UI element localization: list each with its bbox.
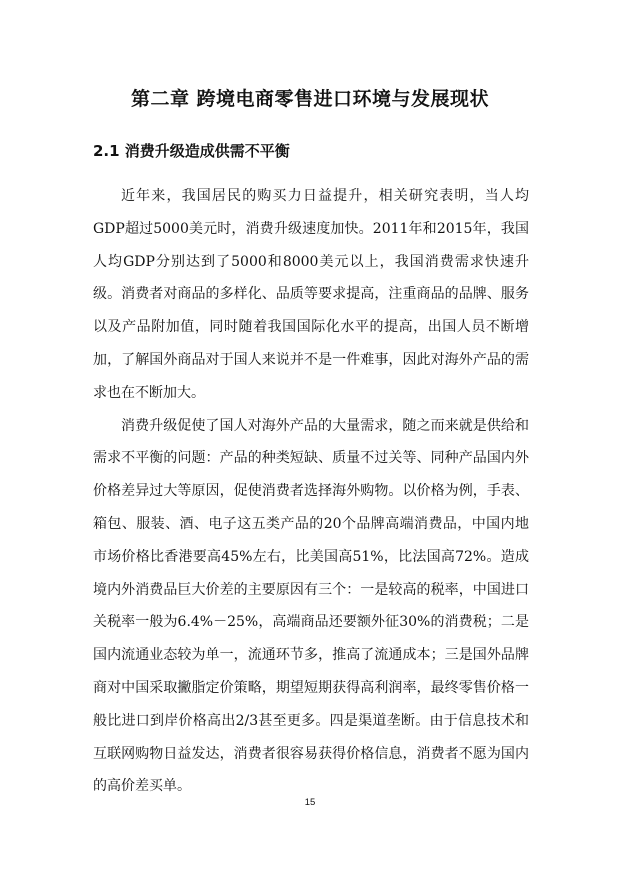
chapter-title: 第二章 跨境电商零售进口环境与发展现状 bbox=[130, 88, 490, 110]
paragraph: 近年来，我国居民的购买力日益提升，相关研究表明，当人均GDP超过5000美元时，消费升级速度加快。2011年和2015年，我国人均GDP分别达到了5000和8000美元以上，我国消费需求快速升级。消费者对商品的多样化、品质等要求提高，注重商品的品牌、服务以及产品附加值，同时随着我国国际化水平的提高，出国人员不断增加，了解国外商品对于国人来说并不是一件难事，因此对海外产品的需求也在不断加大。 bbox=[93, 188, 529, 401]
section-title: 2.1 消费升级造成供需不平衡 bbox=[93, 142, 290, 160]
body-text bbox=[93, 180, 529, 803]
paragraph: 消费升级促使了国人对海外产品的大量需求，随之而来就是供给和需求不平衡的问题：产品的种类短缺、质量不过关等、同种产品国内外价格差异过大等原因，促使消费者选择海外购物。以价格为例，手表、箱包、服装、酒、电子这五类产品的20个品牌高端消费品，中国内地市场价格比香港要高45%左右，比美国高51%，比法国高72%。造成境内外消费品巨大价差的主要原因有三个：一是较高的税率，中国进口关税率一般为6.4%－25%，高端商品还要额外征30%的消费税；二是国内流通业态较为单一，流通环节多，推高了流通成本；三是国外品牌商对中国采取撇脂定价策略，期望短期获得高利润率，最终零售价格一般比进口到岸价格高出2/3甚至更多。四是渠道垄断。由于信息技术和互联网购物日益发达，消费者很容易获得价格信息，消费者不愿为国内的高价差买单。 bbox=[93, 417, 529, 795]
page-number: 15 bbox=[304, 797, 316, 808]
